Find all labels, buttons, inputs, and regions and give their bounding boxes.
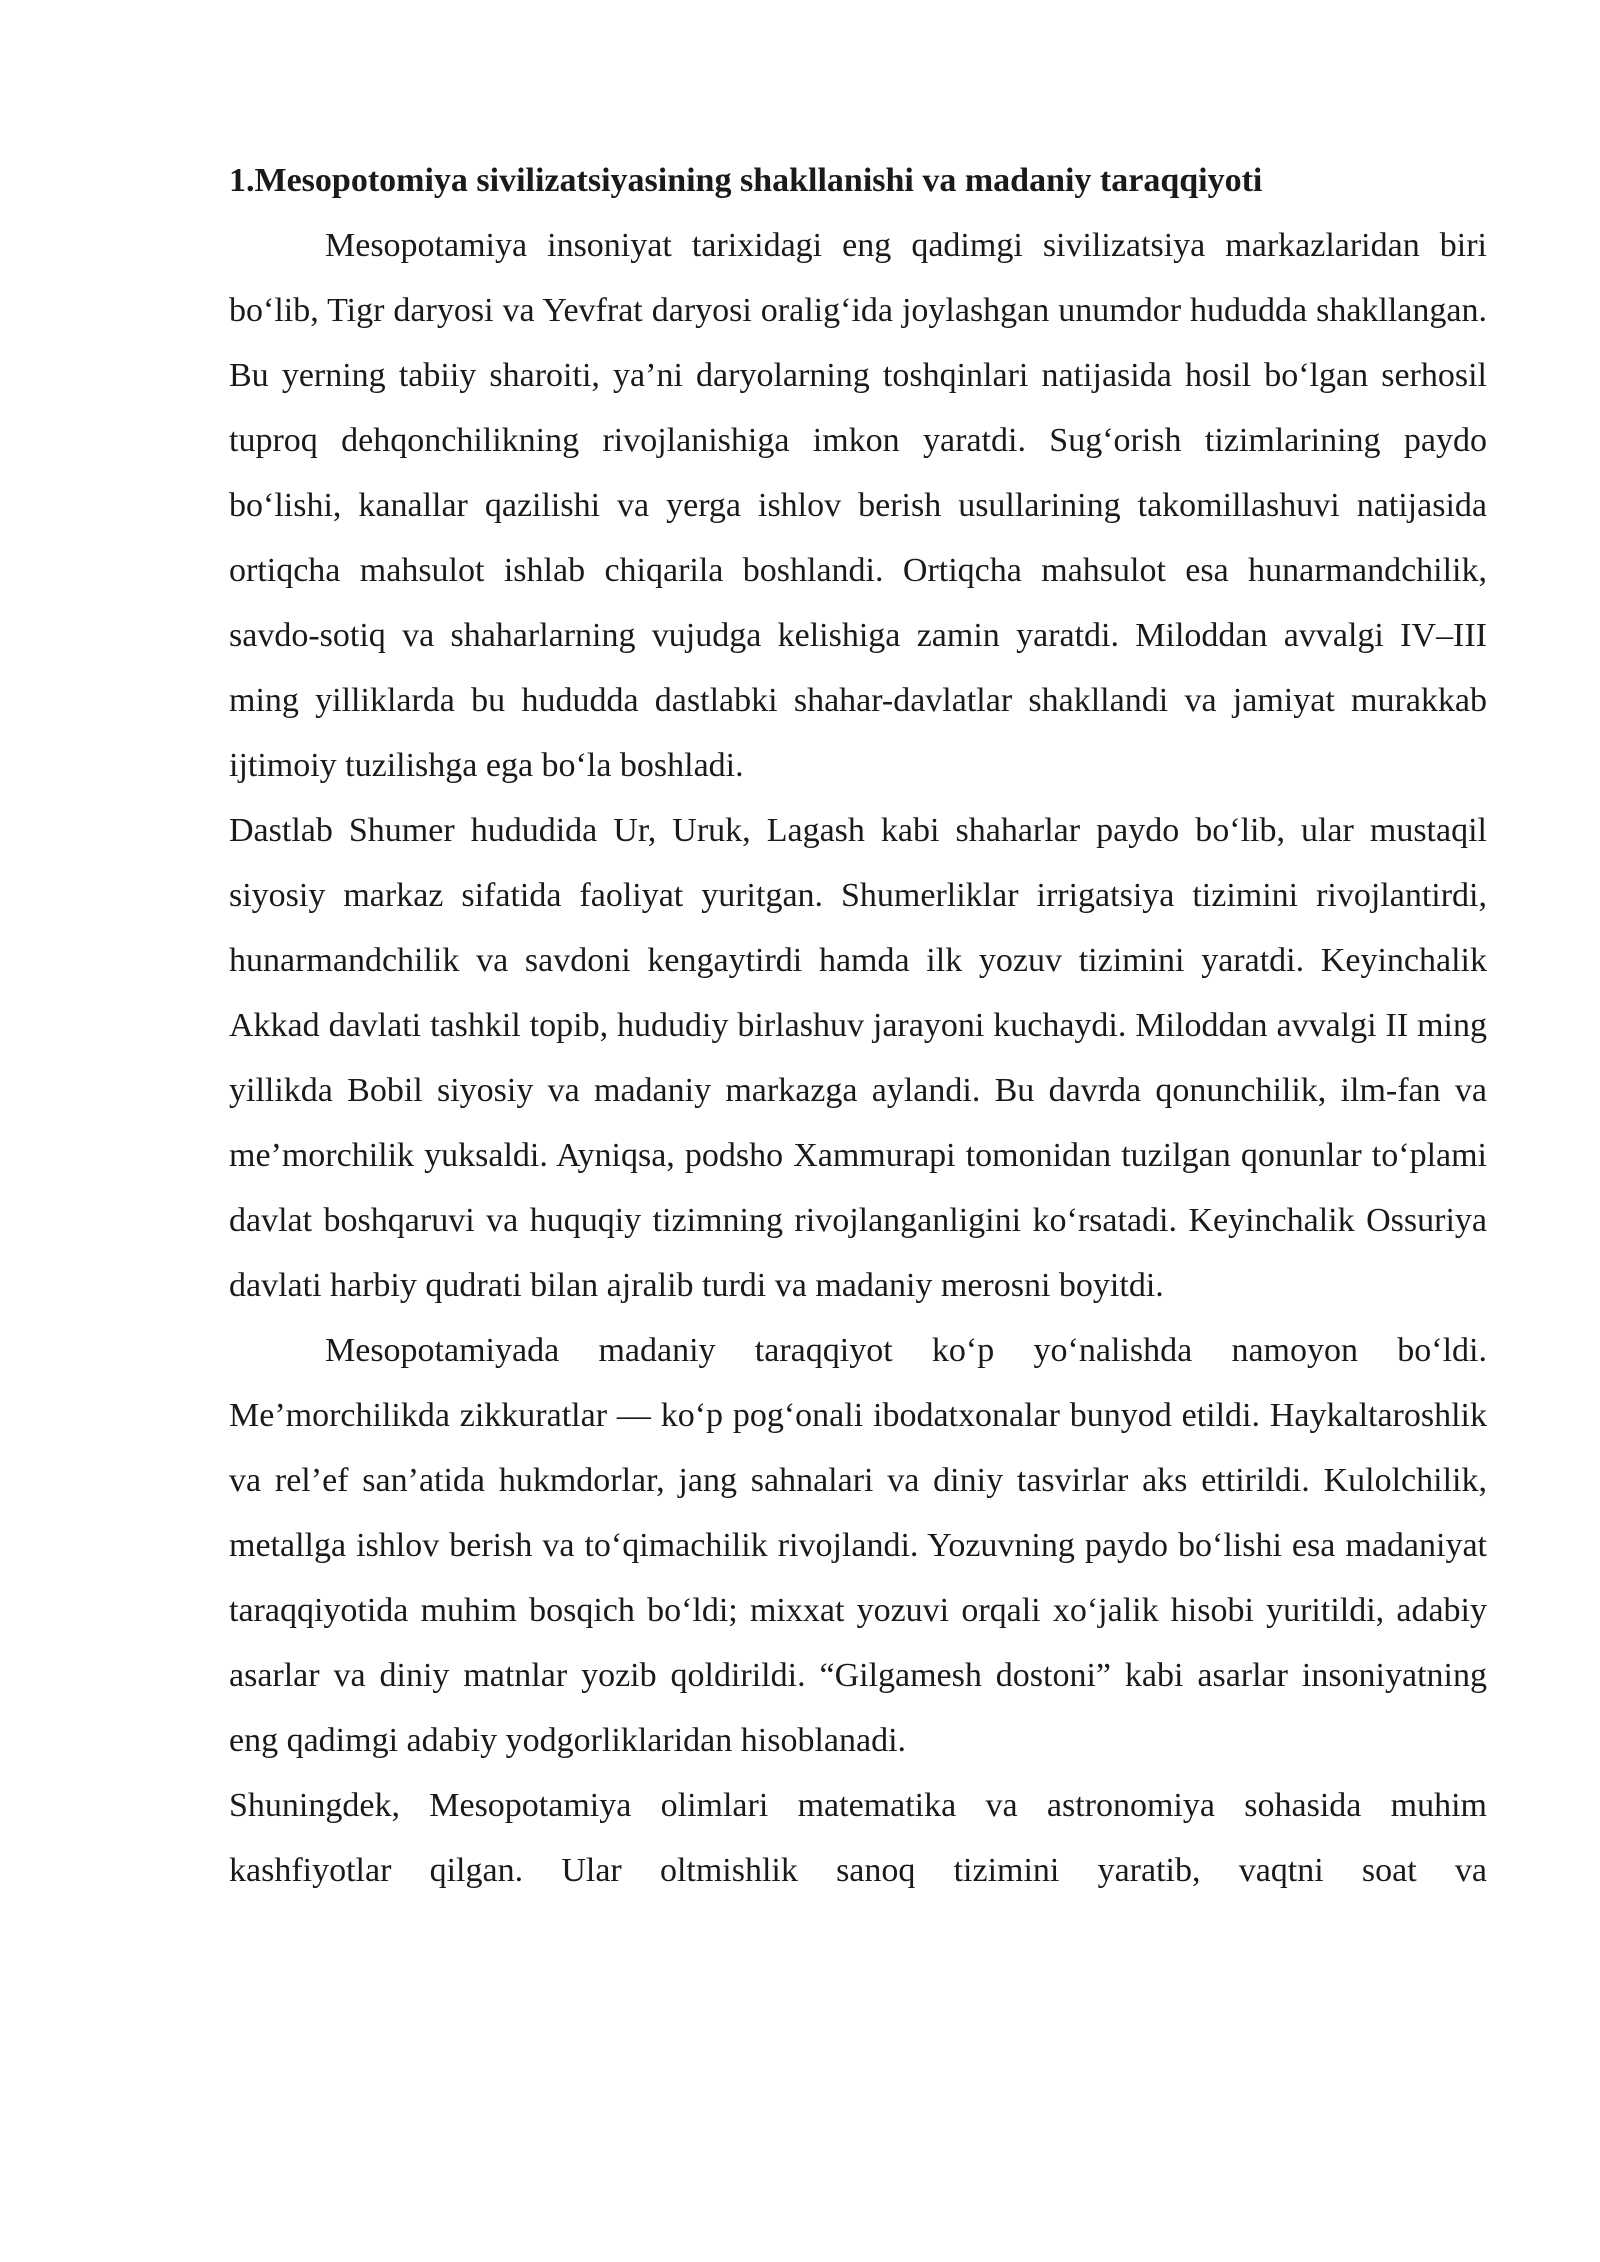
paragraph-city-states: Dastlab Shumer hududida Ur, Uruk, Lagash kabi shaharlar paydo bo‘lib, ular mustaqil siyosiy markaz sifatida faoliyat yuritgan. Shumerliklar irrigatsiya tizimini rivojlantirdi, hunarmandchilik va savdoni kengaytirdi hamda ilk yozuv tizimini yaratdi. Keyinchalik Akkad davlati tashkil topib, hududiy birlashuv jarayoni kuchaydi. Miloddan avvalgi II ming yillikda Bobil siyosiy va madaniy markazga aylandi. Bu davrda qonunchilik, ilm-fan va me’morchilik yuksaldi. Ayniqsa, podsho Xammurapi tomonidan tuzilgan qonunlar to‘plami davlat boshqaruvi va huquqiy tizimning rivojlanganligini ko‘rsatadi. Keyinchalik Ossuriya davlati harbiy qudrati bilan ajralib turdi va madaniy merosni boyitdi. bbox=[229, 812, 1487, 1304]
document-page bbox=[229, 148, 1487, 1903]
section-heading: 1.Mesopotomiya sivilizatsiyasining shakllanishi va madaniy taraqqiyoti bbox=[229, 162, 1263, 199]
paragraph-science: Shuningdek, Mesopotamiya olimlari matematika va astronomiya sohasida muhim kashfiyotlar qilgan. Ular oltmishlik sanoq tizimini yaratib, vaqtni soat va bbox=[229, 1787, 1487, 1889]
paragraph-culture: Mesopotamiyada madaniy taraqqiyot ko‘p yo‘nalishda namoyon bo‘ldi. Me’morchilikda zikkuratlar — ko‘p pog‘onali ibodatxonalar bunyod etildi. Haykaltaroshlik va rel’ef san’atida hukmdorlar, jang sahnalari va diniy tasvirlar aks ettirildi. Kulolchilik, metallga ishlov berish va to‘qimachilik rivojlandi. Yozuvning paydo bo‘lishi esa madaniyat taraqqiyotida muhim bosqich bo‘ldi; mixxat yozuvi orqali xo‘jalik hisobi yuritildi, adabiy asarlar va diniy matnlar yozib qoldirildi. “Gilgamesh dostoni” kabi asarlar insoniyatning eng qadimgi adabiy yodgorliklaridan hisoblanadi. bbox=[229, 1332, 1487, 1759]
paragraph-origins: Mesopotamiya insoniyat tarixidagi eng qadimgi sivilizatsiya markazlaridan biri bo‘lib, Tigr daryosi va Yevfrat daryosi oralig‘ida joylashgan unumdor hududda shakllangan. Bu yerning tabiiy sharoiti, ya’ni daryolarning toshqinlari natijasida hosil bo‘lgan serhosil tuproq dehqonchilikning rivojlanishiga imkon yaratdi. Sug‘orish tizimlarining paydo bo‘lishi, kanallar qazilishi va yerga ishlov berish usullarining takomillashuvi natijasida ortiqcha mahsulot ishlab chiqarila boshlandi. Ortiqcha mahsulot esa hunarmandchilik, savdo-sotiq va shaharlarning vujudga kelishiga zamin yaratdi. Miloddan avvalgi IV–III ming yilliklarda bu hududda dastlabki shahar-davlatlar shakllandi va jamiyat murakkab ijtimoiy tuzilishga ega bo‘la boshladi. bbox=[229, 227, 1487, 784]
